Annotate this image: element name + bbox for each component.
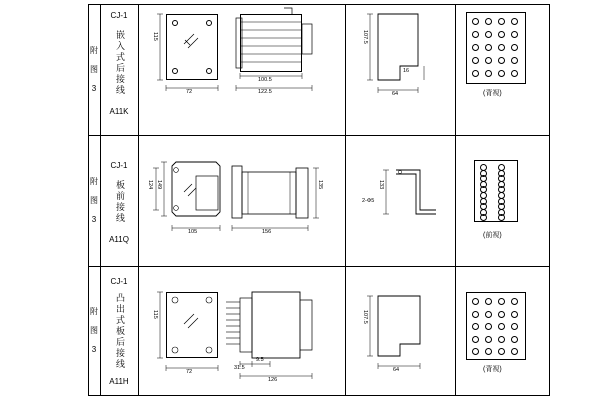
code-label-1: A11K	[109, 106, 129, 116]
dim-panel-height-2: 133	[378, 180, 384, 190]
dim-front-width-2: 105	[188, 229, 198, 235]
terminal-dot	[498, 348, 505, 355]
dim-front-width-1: 72	[186, 89, 193, 95]
model-label-2: CJ-1	[110, 160, 128, 170]
terminal-dot	[511, 336, 518, 343]
dim-side-width2-3: 9.5	[256, 357, 264, 363]
dim-hole-note-2: 2-Φ5	[362, 198, 375, 204]
terminal-dot	[472, 348, 479, 355]
terminal-dot	[498, 336, 505, 343]
terminal-dot	[498, 298, 505, 305]
view-caption-2: (前视)	[483, 232, 502, 239]
dim-panel-height-3: 107.5	[362, 310, 368, 324]
terminal-dot	[485, 336, 492, 343]
dim-side-height-2: 135	[317, 180, 323, 190]
dim-panel-height-1: 107.5	[362, 30, 368, 44]
view-caption-3: (背视)	[483, 366, 502, 373]
terminal-dot	[472, 311, 479, 318]
dim-side-width3-3: 126	[268, 377, 278, 383]
code-label-2: A11Q	[109, 234, 129, 244]
terminal-dot	[511, 348, 518, 355]
mount-desc-1: 嵌入式后接线	[114, 30, 125, 96]
dim-panel-width-3: 64	[393, 367, 400, 373]
dim-front-height-2: 149	[156, 180, 162, 190]
code-label-3: A11H	[109, 376, 129, 386]
dim-side-width-2: 156	[262, 229, 272, 235]
terminal-dot	[485, 348, 492, 355]
dim-side-width2-1: 122.5	[258, 89, 272, 95]
figure-label-1: 附 图 3	[89, 45, 99, 94]
figure-label-3: 附 图 3	[89, 307, 99, 355]
terminal-dot	[472, 336, 479, 343]
mount-desc-2: 板前接线	[114, 180, 125, 224]
terminal-dot	[472, 323, 479, 330]
dim-side-width1-3: 31.5	[234, 365, 245, 371]
dim-side-width1-1: 100.5	[258, 77, 272, 83]
terminal-dot	[485, 298, 492, 305]
terminal-dot	[511, 311, 518, 318]
terminal-dot	[498, 323, 505, 330]
view-caption-1: (背视)	[483, 90, 502, 97]
model-label-1: CJ-1	[110, 10, 128, 20]
model-label-3: CJ-1	[110, 276, 128, 286]
terminal-dot	[498, 311, 505, 318]
terminal-dot	[511, 323, 518, 330]
dim-panel-width-1: 64	[392, 91, 399, 97]
terminal-dot	[485, 311, 492, 318]
dim-front-height-3: 115	[152, 310, 158, 319]
figure-label-2: 附 图 3	[89, 176, 99, 225]
mount-desc-3: 凸出式板后接线	[114, 292, 125, 370]
terminal-dot	[485, 323, 492, 330]
dim-panel-small-1: 16	[403, 68, 410, 74]
terminal-dot	[472, 298, 479, 305]
terminal-dot	[511, 298, 518, 305]
dim-front-height-1: 115	[152, 32, 158, 41]
dim-front-width-3: 72	[186, 369, 193, 375]
dim-front-inner-2: 124	[147, 180, 153, 190]
